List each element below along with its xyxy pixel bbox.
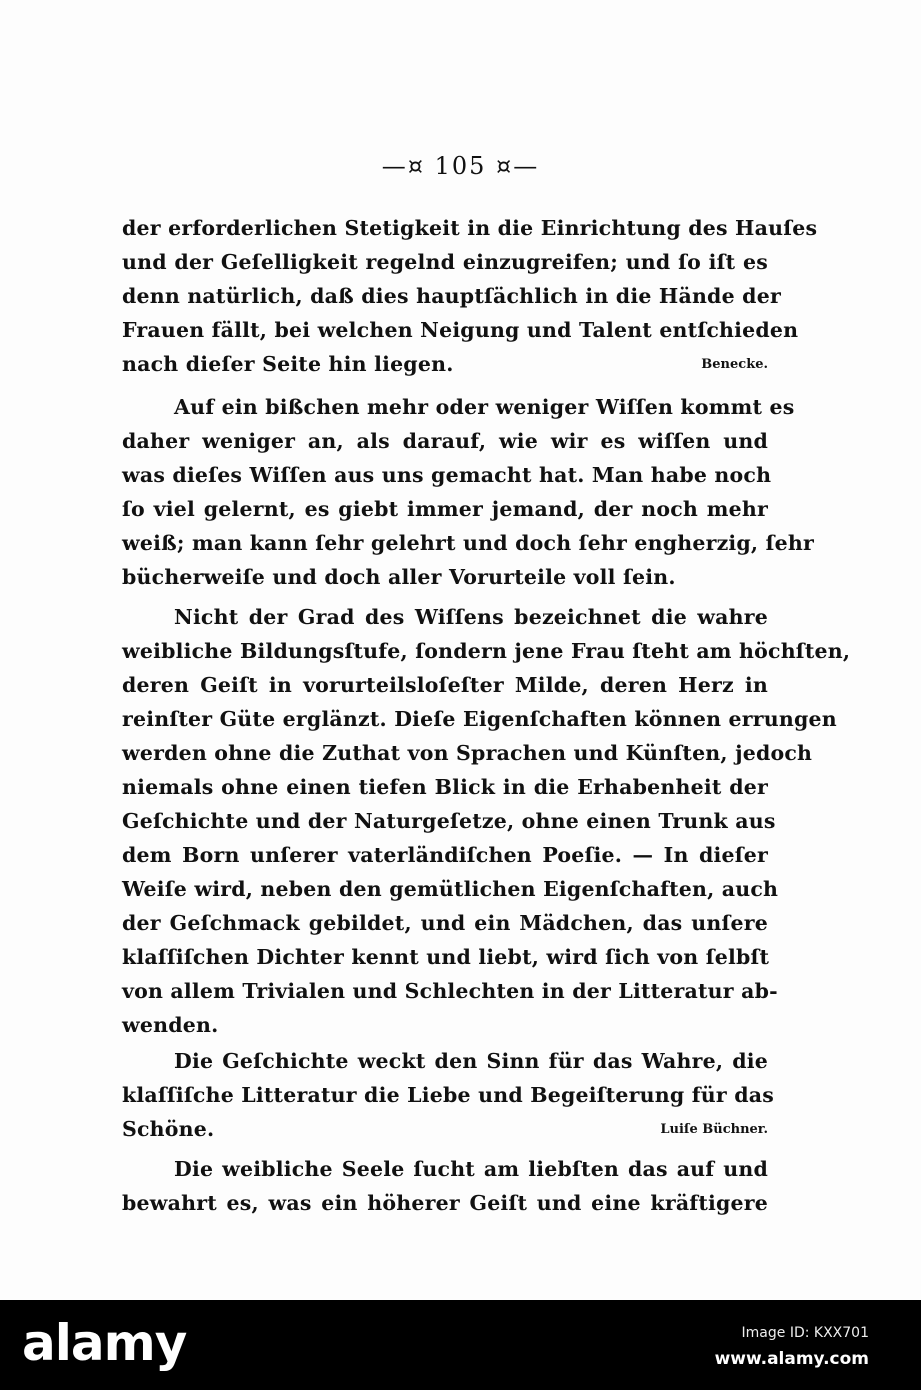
- paragraph: [122, 211, 818, 381]
- text-line: reinſter Güte erglänzt. Dieſe Eigenſchaften können errungen: [122, 707, 837, 731]
- alamy-logo: alamy: [22, 1314, 187, 1372]
- text-line: Schöne.: [122, 1117, 215, 1141]
- text-line: Auf ein bißchen mehr oder weniger Wiſſen kommt es: [174, 395, 795, 419]
- text-line: Nicht der Grad des Wiſſens bezeichnet die wahre: [174, 605, 768, 629]
- text-line: dem Born unſerer vaterländiſchen Poeſie. — In dieſer: [122, 843, 768, 867]
- page-number-header: —¤ 105 ¤—: [381, 152, 540, 180]
- text-line: der erforderlichen Stetigkeit in die Einrichtung des Hauſes: [122, 216, 818, 240]
- text-line: von allem Trivialen und Schlechten in der Litteratur ab-: [122, 979, 778, 1003]
- text-line: weibliche Bildungsſtufe, ſondern jene Frau ſteht am höchſten,: [122, 639, 851, 663]
- text-line: ſo viel gelernt, es giebt immer jemand, der noch mehr: [122, 497, 768, 521]
- paragraph: [122, 600, 851, 1042]
- watermark-url: www.alamy.com: [714, 1349, 869, 1369]
- text-line: bewahrt es, was ein höherer Geiſt und eine kräftigere: [122, 1191, 768, 1215]
- text-line: klaſſiſche Litteratur die Liebe und Begeiſterung für das: [122, 1083, 774, 1107]
- text-line: Geſchichte und der Naturgeſetze, ohne einen Trunk aus: [122, 809, 776, 833]
- text-line: weiß; man kann ſehr gelehrt und doch ſehr engherzig, ſehr: [122, 531, 814, 555]
- author-signature: Luiſe Büchner.: [660, 1122, 768, 1137]
- text-line: daher weniger an, als darauf, wie wir es wiſſen und: [122, 429, 768, 453]
- text-line: werden ohne die Zuthat von Sprachen und Künſten, jedoch: [122, 741, 813, 765]
- text-line: deren Geiſt in vorurteilsloſeſter Milde, deren Herz in: [122, 673, 768, 697]
- text-line: denn natürlich, daß dies hauptſächlich in die Hände der: [122, 284, 781, 308]
- image-id-text: Image ID: KXX701: [741, 1325, 869, 1341]
- text-line: wenden.: [122, 1013, 219, 1037]
- paragraph: [122, 1044, 774, 1146]
- text-line: nach dieſer Seite hin liegen.: [122, 352, 454, 376]
- paragraph: [122, 390, 814, 594]
- text-line: bücherweiſe und doch aller Vorurteile voll ſein.: [122, 565, 676, 589]
- text-line: und der Geſelligkeit regelnd einzugreifen; und ſo iſt es: [122, 250, 768, 274]
- text-line: Die weibliche Seele ſucht am liebſten das auf und: [174, 1157, 768, 1181]
- text-line: klaſſiſchen Dichter kennt und liebt, wird ſich von ſelbſt: [122, 945, 770, 969]
- paragraph: [122, 1152, 768, 1220]
- watermark-bar: [0, 1300, 921, 1390]
- author-signature: Benecke.: [701, 357, 768, 372]
- text-line: Weiſe wird, neben den gemütlichen Eigenſchaften, auch: [122, 877, 779, 901]
- text-line: Die Geſchichte weckt den Sinn für das Wahre, die: [174, 1049, 768, 1073]
- text-line: was dieſes Wiſſen aus uns gemacht hat. Man habe noch: [122, 463, 772, 487]
- text-line: Frauen fällt, bei welchen Neigung und Talent entſchieden: [122, 318, 799, 342]
- text-line: der Geſchmack gebildet, und ein Mädchen, das unſere: [122, 911, 768, 935]
- text-line: niemals ohne einen tiefen Blick in die Erhabenheit der: [122, 775, 768, 799]
